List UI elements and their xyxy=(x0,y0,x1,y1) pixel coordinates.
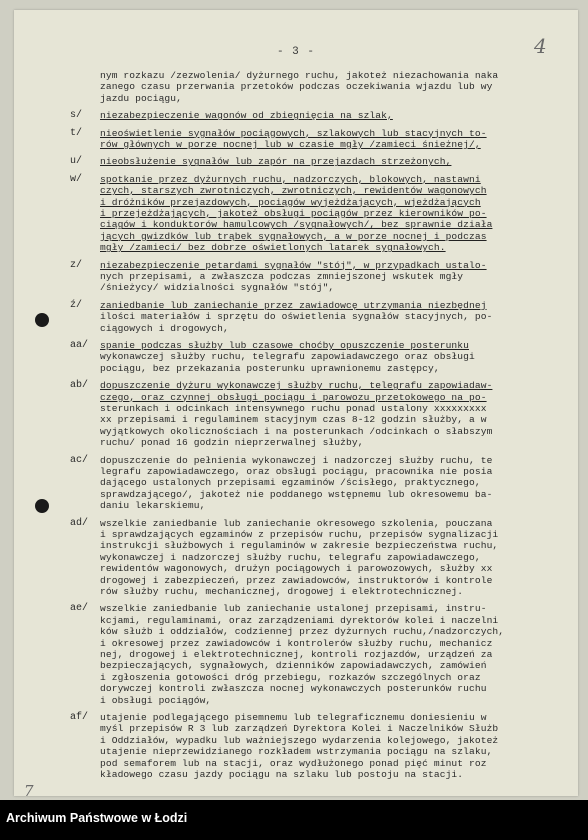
text-line: spotkanie przez dyżurnych ruchu, nadzorczych, blokowych, nastawni xyxy=(100,173,481,185)
text-line: mgły /zamieci/ bez dobrze oświetlonych latarek sygnałowych. xyxy=(100,242,446,254)
text-line: niezabezpieczenie wagonów od zbiegnięcia na szlak, xyxy=(100,110,393,122)
text-line: pod semaforem lub na stacji, oraz wydłużonego ponad pięć minut roz xyxy=(100,757,487,769)
archive-footer xyxy=(0,800,588,840)
text-line: sterunkach i odcinkach intensywnego ruchu ponad ustalony xxxxxxxxx xyxy=(100,403,487,414)
text-line: i przejeżdżających, jakoteż obsługi pociągów przez kierowników po- xyxy=(100,208,487,219)
archive-name: Archiwum Państwowe w Łodzi xyxy=(6,811,188,825)
text-line: nej, drogowej i elektrotechnicznej, kontroli rozjazdów, urządzeń za xyxy=(100,649,493,660)
item-label: ad/ xyxy=(70,517,89,529)
text-line: wszelkie zaniedbanie lub zaniechanie okresowego szkolenia, pouczana xyxy=(100,517,493,529)
text-line: nieoświetlenie sygnałów pociągowych, szlakowych lub stacyjnych to- xyxy=(100,127,487,139)
text-line: sprawdzającego/, jakoteż nie poddanego wstępnemu lub okresowemu ba- xyxy=(100,488,493,500)
text-line: utajenie podlegającego pisemnemu lub telegraficznemu doniesieniu w xyxy=(100,712,487,723)
text-line: wykonawczej służby ruchu, telegrafu zapowiadawczego oraz obsługi xyxy=(100,351,475,363)
text-line: myśl przepisów R 3 lub zarządzeń Dyrektora Kolei i Naczelników Służb xyxy=(100,723,499,735)
text-line: czego, oraz czynnej obsługi pociągu i parowozu przetokowego na po- xyxy=(100,391,487,403)
text-line: pociągu, bez przekazania posterunku uprawnionemu zastępcy, xyxy=(100,362,440,374)
text-line: dorywczej kontroli zwłaszcza nocnej wykonawczych posterunków ruchu xyxy=(100,683,487,695)
text-line: jących gwizdków lub trąbek sygnałowych, a w porze nocnej i podczas xyxy=(100,230,487,242)
text-line: nieobsłużenie sygnałów lub zapór na przejazdach strzeżonych, xyxy=(100,156,452,168)
item-label: ab/ xyxy=(70,380,89,392)
text-line: ruchu/ ponad 16 godzin nieprzerwalnej służby, xyxy=(100,437,364,449)
text-line: rów głównych w porze nocnej lub w czasie mgły /zamieci śnieżnej/, xyxy=(100,139,481,150)
item-label: t/ xyxy=(70,127,83,139)
text-line: rewidentów wagonowych, drużyn pociągowych i parowozowych, służby xx xyxy=(100,563,493,575)
text-line: zanego czasu przerwania przetoków podczas oczekiwania wjazdu lub wy xyxy=(100,81,493,93)
handwritten-page-mark: 4 xyxy=(534,34,547,58)
text-line: /śnieżycy/ widzialności sygnałów "stój", xyxy=(100,282,335,294)
text-line: rów służby ruchu, mechanicznej, drogowej i elektrotechnicznej. xyxy=(100,586,464,597)
item-label: af/ xyxy=(70,712,89,723)
document-page xyxy=(14,10,578,800)
item-label: s/ xyxy=(70,110,83,122)
text-line: bezpieczających, sygnałowych, dzienników zapowiadawczych, zamówień xyxy=(100,660,487,672)
text-line: dopuszczenie do pełnienia wykonawczej i nadzorczej służby ruchu, te xyxy=(100,454,493,466)
handwritten-bottom-mark: 7 xyxy=(24,782,34,800)
text-line: utajenie nieprzewidzianego rozkładem wstrzymania pociągu na szlaku, xyxy=(100,746,493,758)
punch-hole xyxy=(35,499,49,513)
text-line: daniu lekarskiemu, xyxy=(100,500,206,512)
text-line: wyjątkowych okolicznościach i na posterunkach /odcinkach o słabszym xyxy=(100,425,493,437)
text-line: czych, starszych zwrotniczych, zwrotniczych, rewidentów wagonowych xyxy=(100,185,487,197)
page-number: - 3 - xyxy=(276,46,315,58)
text-line: i Oddziałów, wypadku lub ważniejszego wydarzenia kolejowego, jakoteż xyxy=(100,734,499,746)
item-label: ac/ xyxy=(70,454,89,466)
text-line: drogowej i zabezpieczeń, przez zawiadowców, instruktorów i kontrole xyxy=(100,574,493,586)
text-line: ilości materiałów i sprzętu do oświetlenia sygnałów stacyjnych, po- xyxy=(100,311,493,323)
text-line: nych przepisami, a zwłaszcza podczas zmniejszonej wskutek mgły xyxy=(100,271,464,282)
text-line: i obsługi pociągów, xyxy=(100,694,212,706)
text-line: ciągów i konduktorów hamulcowych /sygnałowych/, bez sprawnie działa xyxy=(100,219,493,231)
item-label: ae/ xyxy=(70,603,89,615)
text-line: i zgłoszenia gotowości dróg przebiegu, rozkazów szczególnych oraz xyxy=(100,671,481,683)
item-label: ź/ xyxy=(70,299,83,311)
text-line: spanie podczas służby lub czasowe choćby opuszczenie posterunku xyxy=(100,340,470,351)
text-line: i dróżników przejazdowych, pociągów wyjeżdżających, wjeżdżających xyxy=(100,196,481,208)
item-label: aa/ xyxy=(70,340,89,351)
text-line: kcjami, regulaminami, oraz zarządzeniami dyrektorów kolei i naczelni xyxy=(100,614,499,626)
item-label: w/ xyxy=(70,173,83,185)
text-line: kładowego czasu jazdy pociągu na szlaku lub postoju na stacji. xyxy=(100,769,464,780)
text-line: instrukcji służbowych i regulaminów w zakresie bezpieczeństwa ruchu, xyxy=(100,540,499,552)
text-line: jazdu pociągu, xyxy=(100,92,183,104)
punch-hole xyxy=(35,313,49,327)
text-line: wszelkie zaniedbanie lub zaniechanie ustalonej przepisami, instru- xyxy=(100,603,487,615)
text-line: i okresowej przez zawiadowców i kontrolerów służby ruchu, mechanicz xyxy=(100,637,493,649)
text-line: niezabezpieczenie petardami sygnałów "stój", w przypadkach ustalo- xyxy=(100,259,487,271)
text-line: nym rozkazu /zezwolenia/ dyżurnego ruchu, jakoteż niezachowania naka xyxy=(100,70,499,81)
text-line: dopuszczenie dyżuru wykonawczej służby ruchu, telegrafu zapowiadaw- xyxy=(100,380,493,392)
text-line: ków służb i oddziałów, codziennej przez dyżurnych ruchu,/nadzorczych, xyxy=(100,626,505,638)
text-line: xx przepisami i regulaminem stacyjnym czas 8-12 godzin służby, a w xyxy=(100,414,487,426)
text-line: wykonawczej i nadzorczej służby ruchu, telegrafu zapowiadawczego, xyxy=(100,551,481,563)
text-line: legrafu zapowiadawczego, oraz obsługi pociągu, pracownika nie posia xyxy=(100,466,493,477)
text-line: dającego ustalonych przepisami egzaminów /ścisłego, praktycznego, xyxy=(100,477,481,489)
text-line: zaniedbanie lub zaniechanie przez zawiadowcę utrzymania niezbędnej xyxy=(100,299,487,311)
item-label: z/ xyxy=(70,259,83,271)
text-line: i sprawdzających egzaminów z przepisów ruchu, przepisów sygnalizacji xyxy=(100,529,499,540)
item-label: u/ xyxy=(70,156,83,168)
text-line: ciągowych i drogowych, xyxy=(100,322,229,334)
